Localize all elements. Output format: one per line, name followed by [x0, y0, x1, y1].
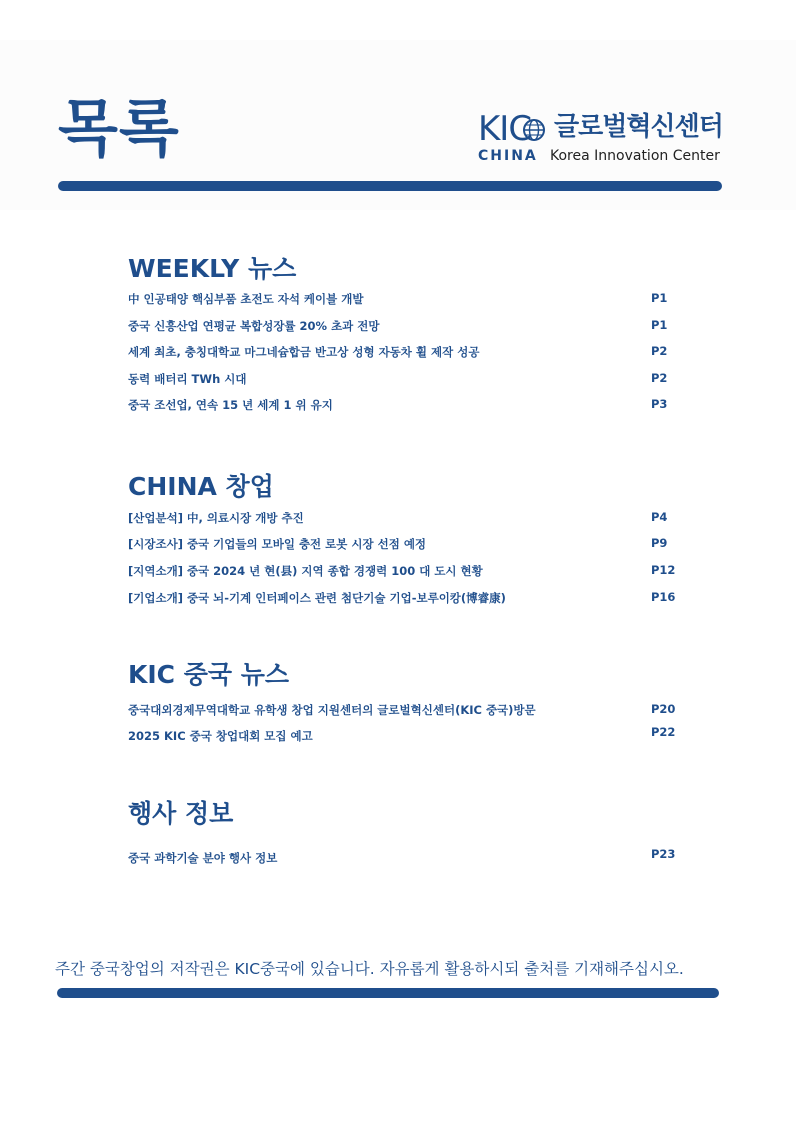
logo-sub-mark: CHINA	[478, 148, 538, 164]
section-title-kic-news: KIC 중국 뉴스	[128, 660, 290, 689]
toc-item-title: 중국 조선업, 연속 15 년 세계 1 위 유지	[128, 398, 333, 412]
toc-item-title: [지역소개] 중국 2024 년 현(县) 지역 종합 경쟁력 100 대 도시 현황	[128, 564, 483, 578]
toc-item-title: [시장조사] 중국 기업들의 모바일 충전 로봇 시장 선점 예정	[128, 537, 427, 551]
globe-icon	[522, 118, 546, 142]
section-title-events: 행사 정보	[128, 799, 234, 828]
toc-item-page: P12	[651, 563, 676, 577]
toc-item-page: P2	[651, 371, 668, 385]
page-title: 목록	[58, 92, 180, 165]
toc-item-title: 2025 KIC 중국 창업대회 모집 예고	[128, 729, 313, 743]
header-divider	[58, 181, 722, 191]
toc-item[interactable]	[128, 510, 673, 526]
toc-item-page: P20	[651, 702, 676, 716]
toc-item-title: [산업분석] 中, 의료시장 개방 추진	[128, 511, 304, 525]
toc-item[interactable]	[128, 344, 673, 360]
logo-korean-name: 글로벌혁신센터	[554, 112, 723, 142]
toc-item-title: 세계 최초, 충칭대학교 마그네슘합금 반고상 성형 자동차 휠 제작 성공	[128, 345, 480, 359]
toc-item[interactable]	[128, 563, 676, 579]
toc-item[interactable]	[128, 847, 676, 866]
toc-item-page: P4	[651, 510, 668, 524]
toc-item-title: 동력 배터리 TWh 시대	[128, 372, 247, 386]
toc-item[interactable]	[128, 725, 676, 744]
toc-item-page: P23	[651, 847, 676, 861]
toc-item-page: P1	[651, 318, 668, 332]
toc-item-page: P9	[651, 536, 668, 550]
toc-item-title: 중국대외경제무역대학교 유학생 창업 지원센터의 글로벌혁신센터(KIC 중국)방문	[128, 703, 536, 717]
section-title-weekly: WEEKLY 뉴스	[128, 254, 297, 283]
toc-item[interactable]	[128, 318, 673, 334]
logo-english-name: Korea Innovation Center	[550, 148, 720, 164]
toc-item[interactable]	[128, 702, 676, 718]
toc-item-title: [기업소개] 중국 뇌-기계 인터페이스 관련 첨단기술 기업-보루이캉(博睿康)	[128, 591, 506, 605]
toc-item-page: P3	[651, 397, 668, 411]
copyright-notice: 주간 중국창업의 저작권은 KIC중국에 있습니다. 자유롭게 활용하시되 출처를 기재해주십시오.	[55, 960, 684, 978]
logo-mark: KIC	[478, 109, 532, 149]
toc-item[interactable]	[128, 291, 673, 307]
section-title-china-startup: CHINA 창업	[128, 472, 274, 501]
toc-item-title: 중국 과학기술 분야 행사 정보	[128, 851, 278, 865]
toc-item[interactable]	[128, 590, 676, 606]
toc-item[interactable]	[128, 536, 673, 552]
toc-item[interactable]	[128, 371, 673, 387]
toc-item-page: P16	[651, 590, 676, 604]
toc-item-page: P22	[651, 725, 676, 739]
toc-item[interactable]	[128, 397, 673, 413]
toc-item-title: 중국 신흥산업 연평균 복합성장률 20% 초과 전망	[128, 319, 380, 333]
footer-divider	[57, 988, 719, 998]
toc-item-page: P1	[651, 291, 668, 305]
toc-item-page: P2	[651, 344, 668, 358]
toc-item-title: 中 인공태양 핵심부품 초전도 자석 케이블 개발	[128, 292, 364, 306]
kic-logo	[478, 109, 728, 168]
